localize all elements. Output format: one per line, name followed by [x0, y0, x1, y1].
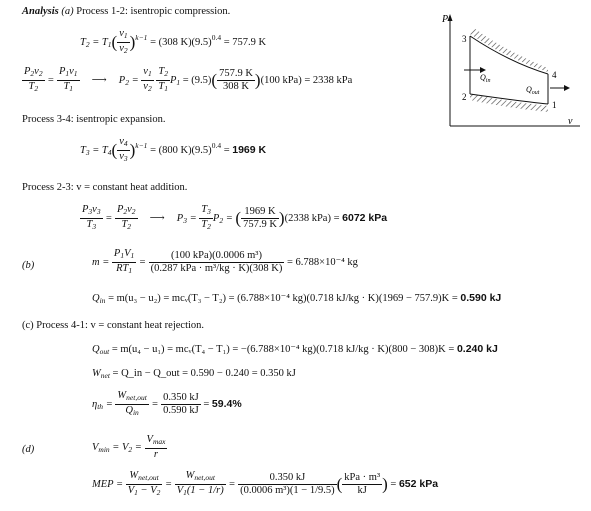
process-23-heading: Process 2-3: v = constant heat addition. [22, 182, 188, 193]
eq-mass: m = $\frac{P_1V_1}{RT_1}$ = $\frac{\text{(100 kPa)(0.0006 m³)}}{\text{(0.287 kPa · m³/kg · K)(308 K)}}$ = 6.788×10⁻⁴ kg [92, 248, 358, 275]
p-axis-arrow-icon [448, 14, 453, 21]
v-axis-label: v [568, 116, 573, 127]
qin-label: $Q_{in}$ [480, 73, 491, 84]
analysis-heading: Analysis (a) Process 1-2: isentropic compression. [22, 6, 231, 17]
eq-qin: $Q_{in} = m(u_3 - u_2)$ = mcᵥ(T₃ − T₂) = (6.788×10⁻⁴ kg)(0.718 kJ/kg · K)(1969 − 757.9)K = 0.590 kJ [92, 292, 502, 305]
eq-p2: $\frac{P_2v_2}{T_2}$ = $\frac{P_1v_1}{T_1}$ ⟶ $P_2$ = $\frac{v_1}{v_2}$ $\frac{T_2}{T_1}$ $P_1 = (9.5)$( $\frac{757.9 K}{308 K}$ )(100 kPa) = 2338 kPa [24, 66, 353, 93]
eq-wnet: $W_{net}$ = Q_in − Q_out = 0.590 − 0.240 = 0.350 kJ [92, 368, 296, 380]
point-4-label: 4 [552, 70, 557, 80]
part-b-label: (b) [22, 260, 35, 271]
eq-efficiency: $\eta_{th}$ = $\frac{W_{net,out}}{Q_{in}}$ = $\frac{0.350 kJ}{0.590 kJ}$ = 59.4% [92, 390, 242, 417]
process-41-heading: (c) Process 4-1: v = constant heat rejection. [22, 320, 205, 331]
point-3-label: 3 [462, 34, 467, 44]
pv-diagram [440, 8, 586, 130]
eq-t3: $T_3 = T_4$( $\frac{v_4}{v_3}$ )$^{k-1}$ = (800 $K)(9.5)^{0.4} = 1969$ K [80, 136, 267, 163]
eq-t2: $T_2 = T_1$( $\frac{v_1}{v_2}$ )$^{k-1}$ = (308 $K)(9.5)^{0.4} = 757.9$ K [80, 28, 267, 55]
part-d-label: (d) [22, 444, 35, 455]
point-2-label: 2 [462, 92, 467, 102]
p-axis-label: P [442, 14, 449, 25]
eq-p3: $\frac{P_3v_3}{T_3}$ = $\frac{P_2v_2}{T_2}$ ⟶ $P_3$ = $\frac{T_3}{T_2}$ $P_2$ = ( $\frac{1969 K}{757.9 K}$ )(2338 kPa) = 6072 kPa [82, 204, 388, 231]
process-34-heading: Process 3-4: isentropic expansion. [22, 114, 166, 125]
eq-vmin: $V_{min} = V_2$ = $\frac{V_{max}}{r}$ [92, 434, 166, 460]
eq-mep: MEP = $\frac{W_{net,out}}{V_1 - V_2}$ = $\frac{W_{net,out}}{V_1(1 - 1/r)}$ = $\frac{0.350 kJ}{\text{(0.0006 m³)(1 − 1/9.5)}}$ ( $\frac{\text{kPa · m³}}{kJ}$ ) = 652 kPa [92, 470, 439, 497]
compression-hatch [470, 28, 548, 72]
qout-arrowhead-icon [564, 85, 570, 91]
qout-label: $Q_{out}$ [526, 85, 540, 96]
eq-qout: $Q_{out} = m(u_4 - u_1)$ = mcᵥ(T₄ − T₁) = −(6.788×10⁻⁴ kg)(0.718 kJ/kg · K)(800 − 308)K = 0.240 kJ [92, 343, 498, 356]
point-1-label: 1 [552, 100, 557, 110]
